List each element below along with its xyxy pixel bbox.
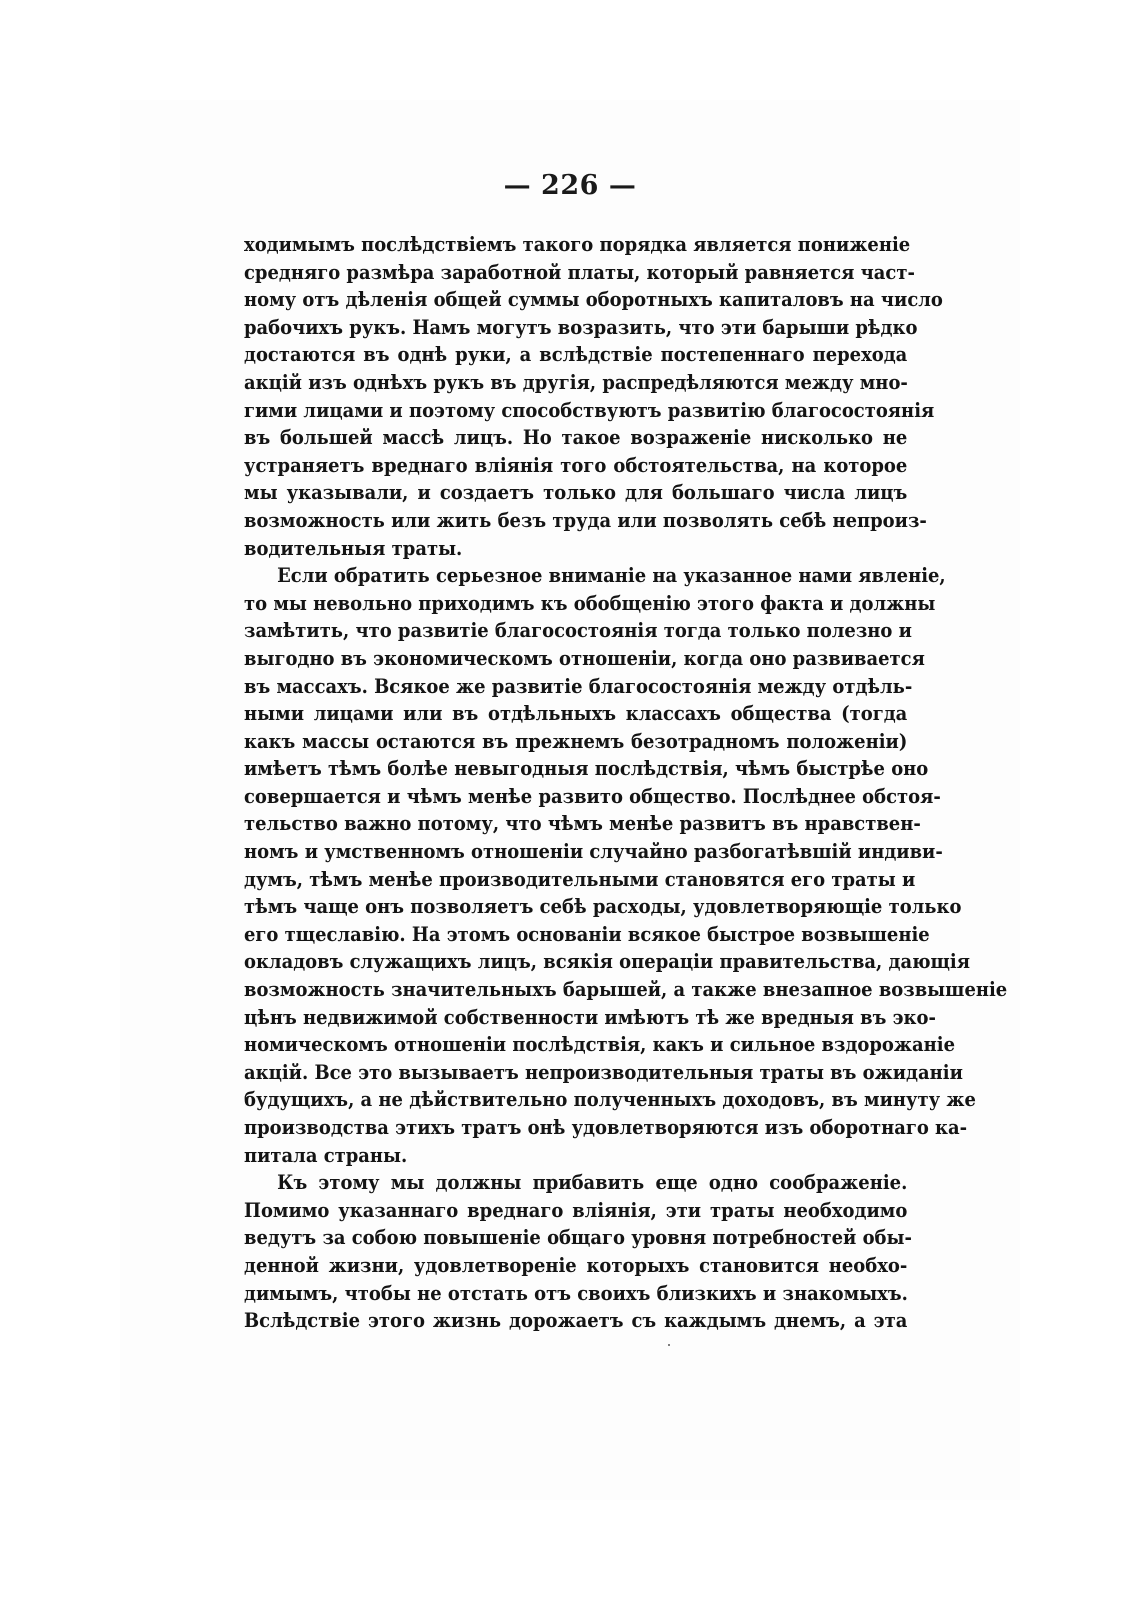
- paragraph: [244, 1169, 912, 1335]
- text-line: въ массахъ. Всякое же развитіе благосостоянія между отдѣль-: [244, 674, 913, 698]
- text-line: то мы невольно приходимъ къ обобщенію этого факта и должны: [244, 591, 936, 615]
- text-line: какъ массы остаются въ прежнемъ безотрадномъ положеніи): [244, 729, 908, 753]
- text-line: совершается и чѣмъ менѣе развито общество. Послѣднее обстоя-: [244, 784, 941, 808]
- text-line: ному отъ дѣленія общей суммы оборотныхъ капиталовъ на число: [244, 288, 943, 312]
- paragraph: [244, 562, 1008, 1169]
- text-line: возможность значительныхъ барышей, а также внезапное возвышеніе: [244, 978, 1008, 1002]
- text-line: ходимымъ послѣдствіемъ такого порядка является пониженіе: [244, 233, 911, 256]
- text-line: имѣетъ тѣмъ болѣе невыгодныя послѣдствія, чѣмъ быстрѣе оно: [244, 757, 929, 781]
- text-line: номъ и умственномъ отношеніи случайно разбогатѣвшій индиви-: [244, 840, 943, 864]
- text-line: въ большей массѣ лицъ. Но такое возраженіе нисколько не: [244, 426, 908, 450]
- page-number: — 226 —: [503, 170, 637, 201]
- text-line: возможность или жить безъ труда или позволять себѣ непроиз-: [244, 508, 927, 532]
- text-line: ными лицами или въ отдѣльныхъ классахъ общества (тогда: [244, 702, 908, 726]
- paragraph: [244, 231, 943, 562]
- text-line: его тщеславію. На этомъ основаніи всякое быстрое возвышеніе: [244, 922, 930, 946]
- text-line: выгодно въ экономическомъ отношеніи, когда оно развивается: [244, 646, 925, 670]
- text-line: акцій. Все это вызываетъ непроизводительныя траты въ ожиданіи: [244, 1060, 963, 1084]
- text-line: средняго размѣра заработной платы, который равняется част-: [244, 260, 915, 284]
- text-line: достаются въ однѣ руки, а вслѣдствіе постепеннаго перехода: [244, 343, 908, 367]
- text-line: акцій изъ однѣхъ рукъ въ другія, распредѣляются между мно-: [244, 370, 908, 394]
- text-line: производства этихъ тратъ онѣ удовлетворяются изъ оборотнаго ка-: [244, 1116, 968, 1139]
- text-line: будущихъ, а не дѣйствительно полученныхъ доходовъ, въ минуту же: [244, 1088, 976, 1112]
- text-line: цѣнъ недвижимой собственности имѣютъ тѣ же вредныя въ эко-: [244, 1005, 936, 1029]
- text-line: замѣтить, что развитіе благосостоянія тогда только полезно и: [244, 619, 912, 643]
- text-line: думъ, тѣмъ менѣе производительными становятся его траты и: [244, 867, 916, 891]
- body-text: [244, 231, 1008, 1335]
- text-line: Къ этому мы должны прибавить еще одно соображеніе.: [277, 1171, 908, 1195]
- text-line: гими лицами и поэтому способствуютъ развитію благосостоянія: [244, 398, 935, 422]
- text-line: Вслѣдствіе этого жизнь дорожаетъ съ каждымъ днемъ, а эта: [244, 1309, 908, 1333]
- ink-speck: [668, 1344, 670, 1346]
- text-line: тельство важно потому, что чѣмъ менѣе развитъ въ нравствен-: [244, 812, 921, 836]
- text-line: рабочихъ рукъ. Намъ могутъ возразить, что эти барыши рѣдко: [244, 315, 918, 339]
- text-line: Если обратить серьезное вниманіе на указанное нами явленіе,: [277, 564, 946, 588]
- text-line: ведутъ за собою повышеніе общаго уровня потребностей обы-: [244, 1226, 912, 1250]
- text-line: устраняетъ вреднаго вліянія того обстоятельства, на которое: [244, 453, 908, 477]
- text-line: Помимо указаннаго вреднаго вліянія, эти траты необходимо: [244, 1198, 908, 1222]
- text-line: денной жизни, удовлетвореніе которыхъ становится необхо-: [244, 1253, 908, 1277]
- text-line: мы указывали, и создаетъ только для большаго числа лицъ: [244, 481, 908, 505]
- text-line: водительныя траты.: [244, 536, 463, 560]
- text-line: окладовъ служащихъ лицъ, всякія операціи правительства, дающія: [244, 950, 970, 974]
- text-line: тѣмъ чаще онъ позволяетъ себѣ расходы, удовлетворяющіе только: [244, 895, 962, 919]
- text-line: питала страны.: [244, 1143, 408, 1167]
- text-line: номическомъ отношеніи послѣдствія, какъ и сильное вздорожаніе: [244, 1033, 956, 1057]
- text-line: димымъ, чтобы не отстать отъ своихъ близкихъ и знакомыхъ.: [244, 1281, 908, 1305]
